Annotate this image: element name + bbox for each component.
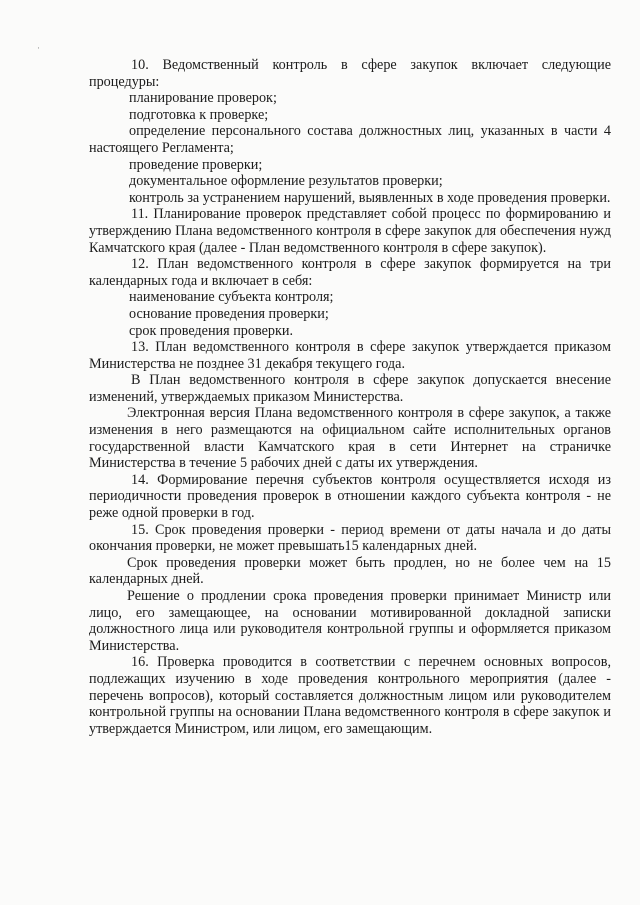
paragraph: 13. План ведомственного контроля в сфере закупок утверждается приказом Министерства не позднее 31 декабря текущего года. <box>89 339 611 372</box>
list-item: подготовка к проверке; <box>129 106 269 123</box>
paragraph: Срок проведения проверки может быть продлен, но не более чем на 15 календарных дней. <box>89 554 611 588</box>
list-item: документальное оформление результатов проверки; <box>129 173 443 190</box>
paragraph: 14. Формирование перечня субъектов контроля осуществляется исходя из периодичности проведения проверок в отношении каждого субъекта контроля - не реже одной проверки в год. <box>89 471 611 522</box>
list-item: определение персонального состава должностных лиц, указанных в части 4 настоящего Регламента; <box>89 123 611 156</box>
paragraph: 15. Срок проведения проверки - период времени от даты начала и до даты окончания проверки, не может превышать15 календарных дней. <box>89 521 611 555</box>
paragraph: 12. План ведомственного контроля в сфере закупок формируется на три календарных года и включает в себя: <box>89 256 611 289</box>
list-item: контроль за устранением нарушений, выявленных в ходе проведения проверки. <box>129 189 611 206</box>
list-item: планирование проверок; <box>129 90 277 107</box>
list-item: основание проведения проверки; <box>129 305 329 322</box>
paragraph: 11. Планирование проверок представляет собой процесс по формированию и утверждению Плана ведомственного контроля в сфере закупок для обеспечения нужд Камчатского края (далее - План ведомственного контроля в сфере закупок). <box>89 206 611 256</box>
paragraph: В План ведомственного контроля в сфере закупок допускается внесение изменений, утверждаемых приказом Министерства. <box>89 372 611 405</box>
paragraph: Электронная версия Плана ведомственного контроля в сфере закупок, а также изменения в него размещаются на официальном сайте исполнительных органов государственной власти Камчатского края в сети Интернет на страничке Министерства в течение 5 рабочих дней с даты их утверждения. <box>89 405 611 472</box>
paragraph: Решение о продлении срока проведения проверки принимает Министр или лицо, его замещающее, на основании мотивированной докладной записки должностного лица или руководителя контрольной группы и оформляется приказом Министерства. <box>89 588 611 654</box>
list-item: срок проведения проверки. <box>129 322 294 339</box>
document-body <box>89 57 611 737</box>
corner-mark: · <box>37 43 40 53</box>
list-item: проведение проверки; <box>129 156 263 173</box>
paragraph: 16. Проверка проводится в соответствии с перечнем основных вопросов, подлежащих изучению в ходе проведения контрольного мероприятия (далее - перечень вопросов), который составляется должностным лицом или руководителем контрольной группы на основании Плана ведомственного контроля в сфере закупок и утверждается Министром, или лицом, его замещающим. <box>89 654 611 737</box>
list-item: наименование субъекта контроля; <box>129 289 334 306</box>
paragraph: 10. Ведомственный контроль в сфере закупок включает следующие процедуры: <box>89 57 611 90</box>
